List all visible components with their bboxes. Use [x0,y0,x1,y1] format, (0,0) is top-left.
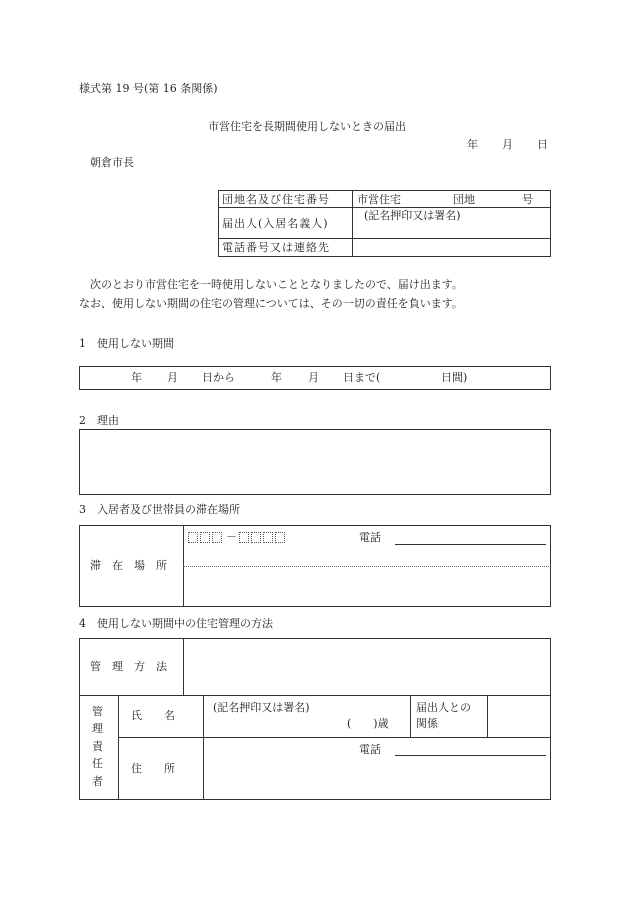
manager-field-divider [203,695,204,800]
manager-char-1: 管 [92,705,103,718]
from-month: 月 [167,371,178,384]
postal-digit-box [188,532,198,543]
danchi-suffix: 団地 [453,193,475,206]
manager-age: ( )歳 [347,717,389,730]
stay-phone-label: 電話 [359,531,381,544]
management-row-line-1 [79,695,551,696]
postal-dash: － [226,530,237,543]
to-year: 年 [271,371,282,384]
form-number: 様式第 19 号(第 16 条関係) [79,82,218,95]
body-line-1: 次のとおり市営住宅を一時使用しないこととなりましたので、届け出ます。 [90,278,463,291]
contact-label: 電話番号又は連絡先 [222,241,330,254]
manager-name-label: 氏 名 [131,709,175,722]
method-divider [183,638,184,695]
relation-label-line2: 関係 [416,717,438,730]
from-day: 日から [202,371,235,384]
management-row-line-2 [118,737,551,738]
relation-divider-1 [410,695,411,737]
manager-phone-label: 電話 [359,743,381,756]
applicant-row-line-1 [218,207,551,208]
manager-char-4: 任 [92,757,103,770]
postal-digit-box [251,532,261,543]
postal-digit-box [263,532,273,543]
to-month: 月 [308,371,319,384]
applicant-table-divider [352,190,353,257]
days-count: 日間) [441,371,468,384]
postal-code-boxes [188,531,287,543]
manager-label-divider [118,695,119,800]
relation-label-line1: 届出人との [416,701,471,714]
manager-address-label: 住 所 [131,762,175,775]
stay-location-dotted-line [183,566,551,567]
manager-char-3: 責 [92,740,103,753]
postal-digit-box [200,532,210,543]
postal-digit-box [239,532,249,543]
postal-digit-box [275,532,285,543]
reason-box [79,429,551,495]
date-month: 月 [502,138,513,151]
section4-heading: 4 使用しない期間中の住宅管理の方法 [79,617,273,630]
manager-char-2: 理 [92,722,103,735]
section3-heading: 3 入居者及び世帯員の滞在場所 [79,503,240,516]
manager-seal-note: (記名押印又は署名) [213,701,310,714]
method-label: 管 理 方 法 [90,660,167,673]
manager-phone-line [395,755,546,756]
applicant-seal-note: (記名押印又は署名) [364,209,461,222]
danchi-prefix: 市営住宅 [357,193,401,206]
house-number-suffix: 号 [522,193,533,206]
manager-char-5: 者 [92,775,103,788]
section2-heading: 2 理由 [79,414,119,427]
date-year: 年 [467,138,478,151]
postal-digit-box [212,532,222,543]
stay-phone-line [395,544,546,545]
date-day: 日 [537,138,548,151]
from-year: 年 [131,371,142,384]
applicant-row-line-2 [218,238,551,239]
section1-heading: 1 使用しない期間 [79,337,174,350]
applicant-label: 届出人(入居名義人) [222,217,329,230]
relation-divider-2 [487,695,488,737]
stay-location-label: 滞 在 場 所 [90,559,167,572]
to-day: 日まで( [343,371,381,384]
page-title: 市営住宅を長期間使用しないときの届出 [208,120,406,133]
body-line-2: なお、使用しない期間の住宅の管理については、その一切の責任を負います。 [79,297,463,310]
addressee: 朝倉市長 [90,156,134,169]
danchi-label: 団地名及び住宅番号 [222,193,330,206]
